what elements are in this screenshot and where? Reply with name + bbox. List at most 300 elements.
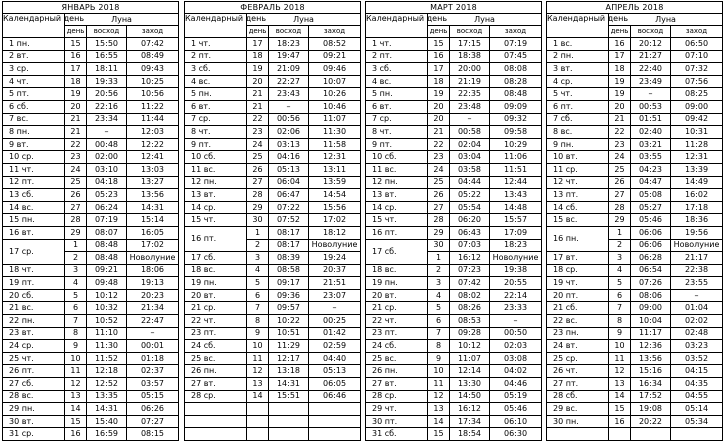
calendar-day: 23 пт.: [185, 327, 247, 340]
moonset-time: 07:45: [490, 50, 542, 63]
empty-cell: [269, 428, 309, 441]
calendar-day: 19 пн.: [185, 277, 247, 290]
moon-day: 23: [65, 151, 87, 164]
moon-day: 26: [247, 163, 269, 176]
empty-row: [185, 415, 361, 428]
moonrise-time: 11:52: [87, 352, 127, 365]
moonrise-time: 12:36: [631, 340, 671, 353]
calendar-day: 20 пт.: [547, 289, 609, 302]
calendar-day: 16 пт.: [366, 226, 428, 239]
calendar-day: 9 пт.: [366, 138, 428, 151]
moonrise-time: 16:12: [450, 403, 490, 416]
moonrise-time: 23:43: [269, 88, 309, 101]
moon-day: 19: [609, 88, 631, 101]
moon-day: 14: [609, 390, 631, 403]
calendar-day: 28 сб.: [547, 390, 609, 403]
calendar-day: 30 пн.: [547, 415, 609, 428]
calendar-day: 16 пн.: [547, 226, 609, 251]
empty-cell: [185, 415, 247, 428]
moon-day: 21: [428, 126, 450, 139]
moonrise-time: 12:14: [450, 365, 490, 378]
moonset-time: 22:47: [127, 315, 179, 328]
moonrise-time: 18:38: [450, 50, 490, 63]
moonset-time: 11:30: [309, 126, 361, 139]
moon-day: 10: [247, 340, 269, 353]
moonrise-time: 18:23: [269, 38, 309, 51]
moonrise-time: 07:03: [450, 239, 490, 252]
calendar-day: 31 сб.: [366, 428, 428, 441]
table-row: [3, 201, 179, 214]
calendar-day: 18 чт.: [3, 264, 65, 277]
moonset-time: 11:07: [309, 113, 361, 126]
moon-day: 7: [247, 302, 269, 315]
table-row: [547, 88, 723, 101]
moonrise-time: 08:17: [269, 226, 309, 239]
calendar-day: 15 пн.: [3, 214, 65, 227]
moonrise-time: 01:51: [631, 113, 671, 126]
moon-day: 2: [247, 239, 269, 252]
moonrise-time: 06:20: [450, 214, 490, 227]
moonrise-time: 08:53: [450, 315, 490, 328]
table-row: [185, 365, 361, 378]
table-row: [185, 378, 361, 391]
moonrise-time: 11:07: [450, 352, 490, 365]
moonrise-time: 05:23: [87, 189, 127, 202]
moonset-time: 07:10: [671, 50, 723, 63]
moonrise-time: 02:00: [87, 151, 127, 164]
moonset-time: 13:11: [309, 163, 361, 176]
moon-day: 30: [428, 239, 450, 252]
table-row: [366, 428, 542, 441]
moonset-time: 02:03: [490, 340, 542, 353]
moon-day: 9: [65, 340, 87, 353]
moonset-time: 07:56: [671, 75, 723, 88]
moonrise-time: 04:23: [631, 163, 671, 176]
moonrise-time: 18:11: [87, 63, 127, 76]
moonset-time: 11:06: [490, 151, 542, 164]
table-row: [547, 378, 723, 391]
moonrise-time: 10:32: [87, 302, 127, 315]
calendar-day: 9 вт.: [3, 138, 65, 151]
moonrise-time: 20:56: [87, 88, 127, 101]
moon-day: 13: [247, 378, 269, 391]
calendar-day: 2 пт.: [185, 50, 247, 63]
table-row: [185, 113, 361, 126]
moon-day: 25: [247, 151, 269, 164]
moon-day: 10: [428, 365, 450, 378]
table-row: [547, 113, 723, 126]
moon-day: 4: [428, 289, 450, 302]
moon-day: 28: [609, 201, 631, 214]
calendar-day: 21 ср.: [185, 302, 247, 315]
table-row: [547, 50, 723, 63]
moon-day: 29: [428, 226, 450, 239]
moonset-time: 12:41: [127, 151, 179, 164]
moon-day: 10: [609, 340, 631, 353]
moonrise-time: 11:17: [631, 327, 671, 340]
table-row: [3, 226, 179, 239]
moonset-time: 12:22: [127, 138, 179, 151]
moonrise-time: 03:58: [450, 163, 490, 176]
moonset-time: 08:28: [490, 75, 542, 88]
moon-day: 28: [65, 214, 87, 227]
empty-cell: [309, 428, 361, 441]
calendar-day: 26 пт.: [3, 365, 65, 378]
calendar-day: 20 вт.: [366, 289, 428, 302]
moon-day: 9: [609, 327, 631, 340]
table-row: [547, 176, 723, 189]
calendar-day: 28 вс.: [3, 390, 65, 403]
moonset-time: 05:15: [127, 390, 179, 403]
moon-day: 20: [609, 100, 631, 113]
moonset-time: –: [671, 289, 723, 302]
moonrise-time: 08:26: [450, 302, 490, 315]
calendar-day: 26 пн.: [185, 365, 247, 378]
table-row: [547, 75, 723, 88]
moonset-time: 02:59: [309, 340, 361, 353]
calendar-day: 7 ср.: [185, 113, 247, 126]
moonset-time: 17:02: [127, 239, 179, 252]
table-row: [185, 226, 361, 239]
calendar-day: 8 пн.: [3, 126, 65, 139]
moonset-time: 19:56: [671, 226, 723, 239]
table-row: [366, 352, 542, 365]
moon-day: 9: [428, 352, 450, 365]
moonset-time: 14:48: [490, 201, 542, 214]
moon-day: 26: [428, 189, 450, 202]
moonset-time: –: [490, 315, 542, 328]
moonset-time: 09:58: [490, 126, 542, 139]
moonrise-time: 23:48: [450, 100, 490, 113]
moon-day: 4: [247, 264, 269, 277]
moon-day: 18: [609, 63, 631, 76]
moon-day: 21: [247, 100, 269, 113]
moonrise-time: 07:23: [450, 264, 490, 277]
moonrise-time: 15:16: [631, 365, 671, 378]
moonset-time: 13:56: [127, 189, 179, 202]
calendar-day: 11 вс.: [366, 163, 428, 176]
moon-day: 28: [247, 189, 269, 202]
table-row: [547, 289, 723, 302]
moonrise-time: 21:19: [450, 75, 490, 88]
empty-cell: [671, 428, 723, 441]
moonrise-time: 09:28: [450, 327, 490, 340]
moonrise-time: 14:31: [269, 378, 309, 391]
moonrise-time: 06:06: [631, 226, 671, 239]
moonset-time: 16:05: [127, 226, 179, 239]
calendar-day: 17 сб.: [185, 252, 247, 265]
month-table-2: [184, 1, 361, 441]
moonrise-time: –: [450, 113, 490, 126]
table-row: [366, 327, 542, 340]
moonrise-time: 13:35: [87, 390, 127, 403]
moonrise-time: 08:48: [87, 252, 127, 265]
table-row: [547, 151, 723, 164]
moonrise-time: 19:47: [269, 50, 309, 63]
table-row: [366, 38, 542, 51]
moonset-time: 02:37: [127, 365, 179, 378]
table-row: [185, 75, 361, 88]
moonrise-time: 05:13: [269, 163, 309, 176]
moon-day: 5: [609, 277, 631, 290]
table-row: [366, 138, 542, 151]
moonrise-time: 09:17: [269, 277, 309, 290]
calendar-day: 1 чт.: [366, 38, 428, 51]
empty-cell: [309, 403, 361, 416]
calendar-day: 25 чт.: [3, 352, 65, 365]
moonset-time: 10:25: [127, 75, 179, 88]
calendar-day: 5 чт.: [547, 88, 609, 101]
moonrise-time: 12:52: [87, 378, 127, 391]
moonrise-time: –: [631, 88, 671, 101]
moon-day: 1: [428, 252, 450, 265]
table-row: [547, 252, 723, 265]
moonset-time: 14:49: [671, 176, 723, 189]
moon-day: 3: [247, 252, 269, 265]
empty-cell: [247, 428, 269, 441]
moonset-time: 05:34: [671, 415, 723, 428]
month-title-row: [547, 2, 723, 14]
table-row: [185, 63, 361, 76]
moonset-time: 16:02: [671, 189, 723, 202]
empty-row: [185, 428, 361, 441]
moonrise-time: 03:04: [450, 151, 490, 164]
moonset-time: 10:26: [309, 88, 361, 101]
moonrise-time: 03:13: [269, 138, 309, 151]
calendar-day: 5 пн.: [366, 88, 428, 101]
moonset-time: 15:14: [127, 214, 179, 227]
moonrise-time: 12:17: [269, 352, 309, 365]
calendar-day: 23 пн.: [547, 327, 609, 340]
moonrise-time: 22:35: [450, 88, 490, 101]
table-row: [185, 189, 361, 202]
moonset-time: 09:09: [490, 100, 542, 113]
moonset-time: 20:23: [127, 289, 179, 302]
table-row: [3, 340, 179, 353]
moon-day: 29: [609, 214, 631, 227]
moon-day: 13: [609, 378, 631, 391]
table-row: [547, 163, 723, 176]
moonset-time: 10:46: [309, 100, 361, 113]
moon-day: 22: [247, 113, 269, 126]
empty-row: [185, 403, 361, 416]
moon-day: 24: [247, 138, 269, 151]
moonset-time: 12:03: [127, 126, 179, 139]
calendar-day: 22 чт.: [366, 315, 428, 328]
calendar-day: 27 пт.: [547, 378, 609, 391]
table-row: [366, 390, 542, 403]
calendar-day: 22 вс.: [547, 315, 609, 328]
moonrise-time: 11:29: [269, 340, 309, 353]
month-table-1: [2, 1, 179, 441]
moonset-time: 07:19: [490, 38, 542, 51]
moon-day: 14: [247, 390, 269, 403]
calendar-day: 6 сб.: [3, 100, 65, 113]
moonrise-time: 00:53: [631, 100, 671, 113]
moon-day: 18: [428, 75, 450, 88]
table-row: [185, 277, 361, 290]
table-row: [3, 352, 179, 365]
moonrise-time: 14:50: [450, 390, 490, 403]
table-row: [3, 214, 179, 227]
moon-day: 20: [247, 75, 269, 88]
calendar-day: 6 пт.: [547, 100, 609, 113]
moon-day: 22: [428, 138, 450, 151]
moon-day: 17: [247, 38, 269, 51]
moon-day: 14: [428, 415, 450, 428]
table-row: [366, 176, 542, 189]
moonset-time: 09:21: [309, 50, 361, 63]
moonrise-time: 17:34: [450, 415, 490, 428]
table-row: [185, 302, 361, 315]
moonset-time: 01:04: [671, 302, 723, 315]
empty-cell: [631, 428, 671, 441]
moonrise-time: 09:00: [631, 302, 671, 315]
moon-day: 17: [609, 50, 631, 63]
moonrise-time: 05:22: [450, 189, 490, 202]
moon-header: Луна: [65, 14, 179, 26]
moonrise-time: 16:55: [87, 50, 127, 63]
table-row: [3, 365, 179, 378]
table-row: [3, 390, 179, 403]
calendar-day: 5 пт.: [3, 88, 65, 101]
moonset-time: 22:38: [671, 264, 723, 277]
moonrise-time: 10:51: [269, 327, 309, 340]
calendar-day: 13 пт.: [547, 189, 609, 202]
empty-cell: [547, 428, 609, 441]
moonrise-time: 16:12: [450, 252, 490, 265]
calendar-day: 24 сб.: [185, 340, 247, 353]
calendar-day: 12 пн.: [185, 176, 247, 189]
moon-day: 18: [247, 50, 269, 63]
moon-day: 15: [609, 403, 631, 416]
table-row: [3, 289, 179, 302]
moonrise-time: 09:21: [87, 264, 127, 277]
moonrise-time: 08:06: [631, 289, 671, 302]
table-row: [3, 138, 179, 151]
moonrise-time: 17:15: [450, 38, 490, 51]
calendar-day: 18 вс.: [185, 264, 247, 277]
moonrise-time: 14:31: [87, 403, 127, 416]
moon-day: 12: [428, 390, 450, 403]
table-row: [366, 302, 542, 315]
new-moon-label: Новолуние: [309, 239, 361, 252]
moonset-time: 12:31: [671, 151, 723, 164]
moonrise-header: восход: [450, 26, 490, 38]
moon-day: 21: [609, 113, 631, 126]
table-row: [3, 415, 179, 428]
moon-day-header: день: [428, 26, 450, 38]
moon-day: 6: [428, 315, 450, 328]
table-row: [366, 239, 542, 252]
month-table-4: [546, 1, 723, 441]
table-row: [185, 352, 361, 365]
moon-day: 26: [609, 176, 631, 189]
moon-day: 27: [609, 189, 631, 202]
moonrise-time: 21:09: [269, 63, 309, 76]
moonset-time: 18:23: [490, 239, 542, 252]
calendar-day: 24 сб.: [366, 340, 428, 353]
empty-cell: [185, 403, 247, 416]
moonset-header: заход: [309, 26, 361, 38]
table-row: [547, 315, 723, 328]
calendar-day: 19 пн.: [366, 277, 428, 290]
moonrise-time: 22:27: [269, 75, 309, 88]
moonset-header: заход: [671, 26, 723, 38]
moon-day: 20: [65, 100, 87, 113]
moonset-time: 18:36: [671, 214, 723, 227]
table-row: [366, 340, 542, 353]
moonrise-time: 03:10: [87, 163, 127, 176]
calendar-day: 12 пн.: [366, 176, 428, 189]
moonset-time: –: [127, 327, 179, 340]
table-row: [3, 327, 179, 340]
moonrise-time: 23:49: [631, 75, 671, 88]
moonset-time: 23:55: [671, 277, 723, 290]
table-row: [185, 151, 361, 164]
calendar-day: 30 пт.: [366, 415, 428, 428]
table-row: [366, 415, 542, 428]
moonrise-time: 07:52: [269, 214, 309, 227]
table-row: [547, 352, 723, 365]
moon-day: 25: [65, 176, 87, 189]
month-title-row: [185, 2, 361, 14]
moonset-time: 06:26: [127, 403, 179, 416]
calendar-day: 18 вс.: [366, 264, 428, 277]
table-row: [366, 378, 542, 391]
moon-day: 16: [609, 38, 631, 51]
calendar-day: 5 пн.: [185, 88, 247, 101]
calendar-day: 26 чт.: [547, 365, 609, 378]
moon-day: 7: [428, 327, 450, 340]
table-row: [185, 88, 361, 101]
moon-day: 13: [65, 390, 87, 403]
moon-day: 20: [428, 100, 450, 113]
header-row: [3, 14, 179, 26]
calendar-day: 2 вт.: [3, 50, 65, 63]
moon-header: Луна: [247, 14, 361, 26]
moon-day: 14: [65, 403, 87, 416]
calendar-day: 15 чт.: [366, 214, 428, 227]
table-row: [185, 340, 361, 353]
table-row: [366, 214, 542, 227]
calendar-day: 27 вт.: [185, 378, 247, 391]
table-row: [185, 201, 361, 214]
table-row: [366, 226, 542, 239]
moonset-header: заход: [490, 26, 542, 38]
moon-day: 12: [65, 378, 87, 391]
table-row: [366, 163, 542, 176]
moonrise-time: 21:27: [631, 50, 671, 63]
moonset-time: 13:03: [127, 163, 179, 176]
moonset-time: 08:52: [309, 38, 361, 51]
new-moon-label: Новолуние: [490, 252, 542, 265]
table-row: [547, 277, 723, 290]
moonrise-time: 08:07: [87, 226, 127, 239]
calendar-day: 16 вт.: [3, 226, 65, 239]
moonrise-time: –: [269, 100, 309, 113]
calendar-day: 21 ср.: [366, 302, 428, 315]
moon-day: 29: [247, 201, 269, 214]
moonrise-time: 11:10: [87, 327, 127, 340]
moon-day: 27: [65, 201, 87, 214]
calendar-day: 19 чт.: [547, 277, 609, 290]
moon-day: 25: [428, 176, 450, 189]
calendar-day: 22 чт.: [185, 315, 247, 328]
moonset-time: 15:56: [309, 201, 361, 214]
moonrise-time: 07:42: [450, 277, 490, 290]
empty-cell: [269, 403, 309, 416]
